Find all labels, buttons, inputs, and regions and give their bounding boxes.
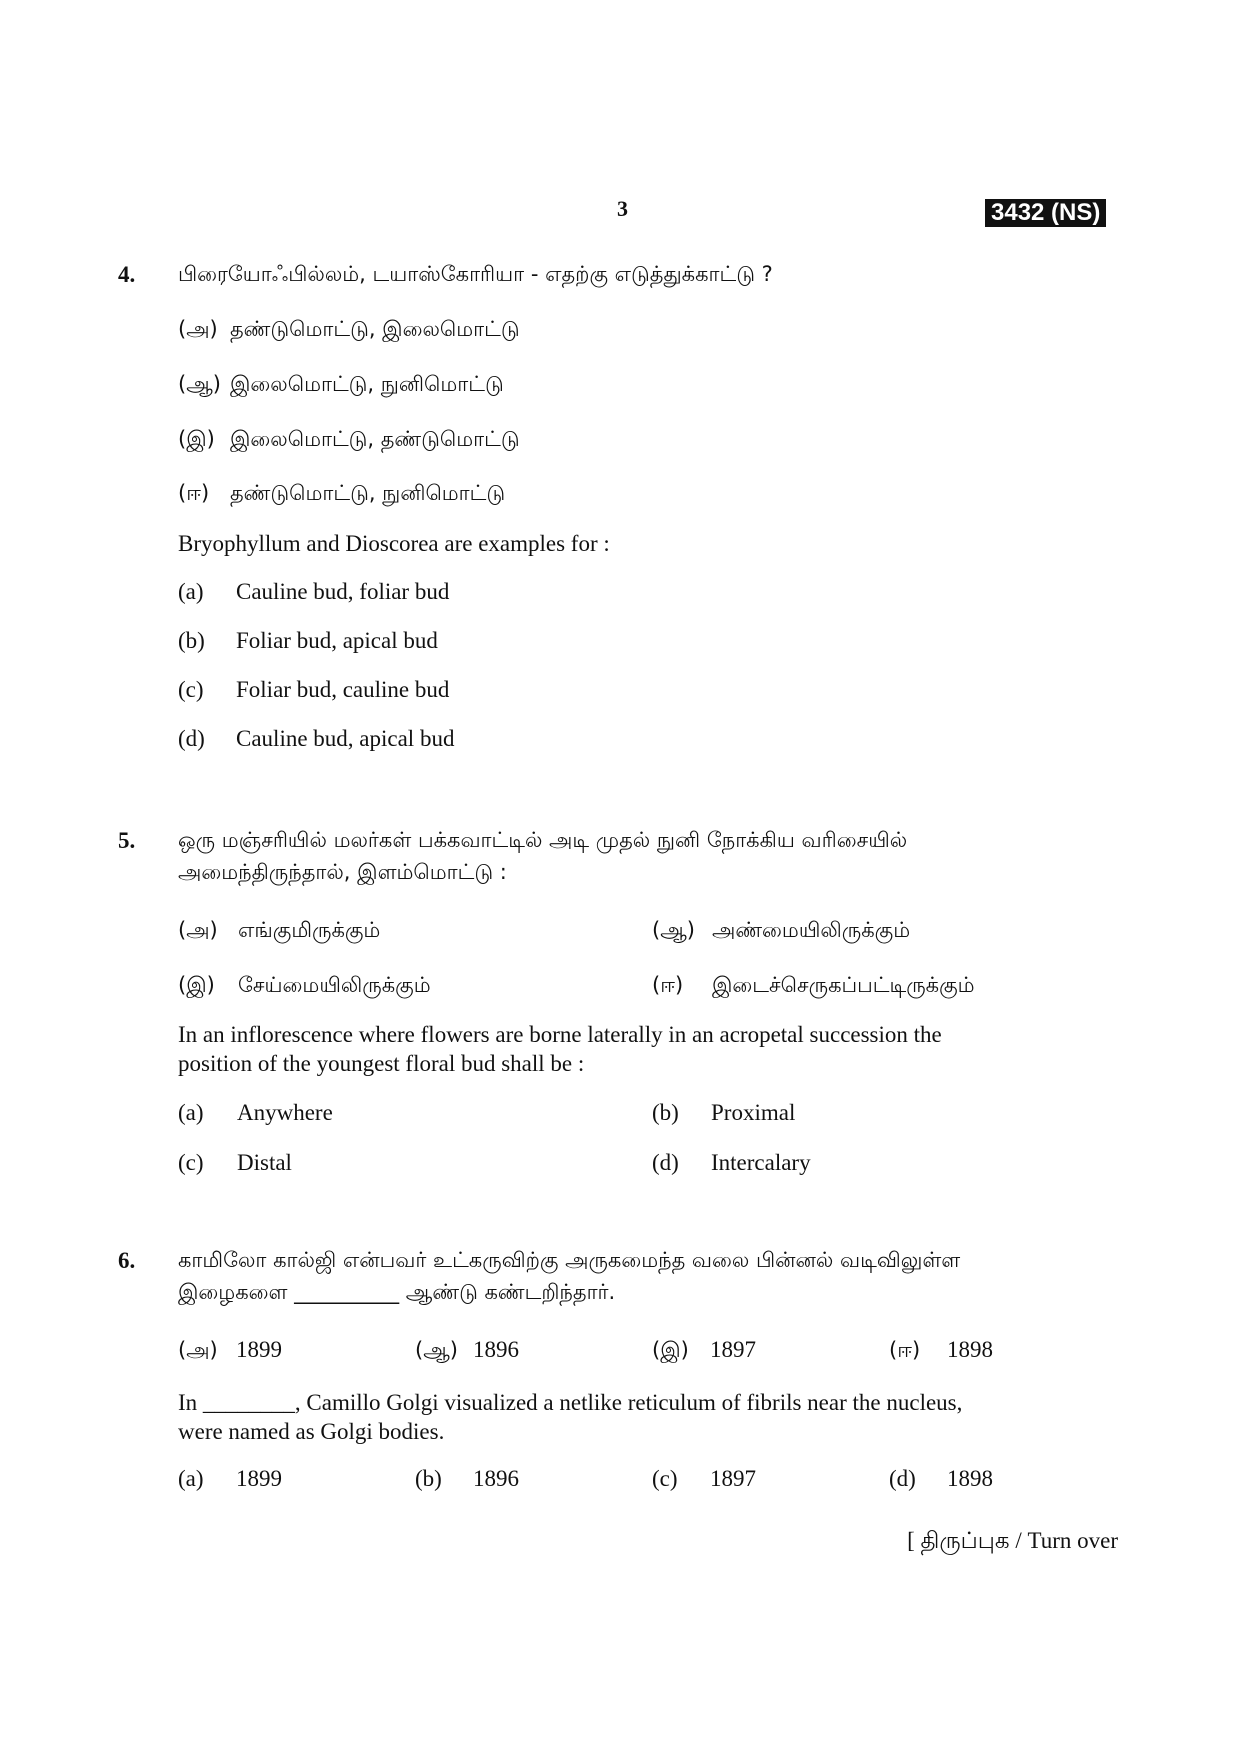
q5-english-option-d: [652, 1150, 811, 1176]
option-text: 1896: [473, 1466, 519, 1491]
q6-tamil-option-a: [178, 1337, 282, 1365]
option-label: (c): [652, 1466, 678, 1491]
option-text: Proximal: [711, 1100, 796, 1125]
q4-tamil-option-b: [178, 372, 504, 399]
q6-tamil-option-d: [889, 1337, 993, 1365]
option-text: எங்குமிருக்கும்: [238, 918, 381, 942]
option-label: (c): [178, 1150, 204, 1175]
q5-tamil-option-b: [652, 918, 910, 945]
option-label: (அ): [178, 918, 218, 942]
paper-code: 3432 (NS): [985, 199, 1106, 227]
option-label: (இ): [178, 427, 215, 451]
q6-english-option-c: [652, 1466, 756, 1492]
q4-tamil-option-a: [178, 317, 520, 344]
question-5-number: 5.: [118, 828, 136, 853]
option-text: தண்டுமொட்டு, இலைமொட்டு: [230, 317, 520, 341]
turn-over-note: [ திருப்புக / Turn over: [907, 1528, 1118, 1553]
q5-english-option-a: [178, 1100, 333, 1126]
option-text: இடைச்செருகப்பட்டிருக்கும்: [712, 973, 975, 997]
q4-tamil-option-c: [178, 427, 520, 454]
option-label: (d): [889, 1466, 916, 1491]
question-6-tamil-line2: இழைகளை __________ ஆண்டு கண்டறிந்தார்.: [178, 1280, 616, 1304]
question-6-english-line1: In ________, Camillo Golgi visualized a netlike reticulum of fibrils near the nucleus,: [178, 1390, 963, 1415]
q4-tamil-option-d: [178, 481, 505, 508]
option-text: இலைமொட்டு, நுனிமொட்டு: [230, 372, 504, 396]
option-text: சேய்மையிலிருக்கும்: [238, 973, 431, 997]
q5-tamil-option-d: [652, 973, 975, 1000]
option-text: 1898: [947, 1466, 993, 1491]
q6-english-option-a: [178, 1466, 282, 1492]
option-text: 1897: [710, 1466, 756, 1491]
question-4-english: Bryophyllum and Dioscorea are examples for :: [178, 531, 610, 556]
q6-tamil-option-c: [652, 1337, 756, 1365]
option-label: (அ): [178, 317, 218, 341]
option-text: Cauline bud, apical bud: [236, 726, 455, 751]
q5-english-option-c: [178, 1150, 292, 1176]
question-4-tamil: பிரையோஃபில்லம், டயாஸ்கோரியா - எதற்கு எடுத்துக்காட்டு ?: [178, 262, 773, 286]
option-label: (அ): [178, 1338, 218, 1362]
option-text: Distal: [237, 1150, 292, 1175]
option-text: 1896: [473, 1337, 519, 1362]
question-5-tamil-line1: ஒரு மஞ்சரியில் மலர்கள் பக்கவாட்டில் அடி முதல் நுனி நோக்கிய வரிசையில்: [178, 828, 908, 852]
option-label: (ஈ): [652, 973, 684, 997]
option-label: (ஈ): [889, 1338, 921, 1362]
option-label: (a): [178, 1466, 204, 1491]
question-4-number: 4.: [118, 262, 136, 287]
q5-english-option-b: [652, 1100, 795, 1126]
question-6-english-line2: were named as Golgi bodies.: [178, 1419, 445, 1444]
option-text: அண்மையிலிருக்கும்: [712, 918, 911, 942]
question-5-english-line2: position of the youngest floral bud shall be :: [178, 1051, 585, 1076]
page-number: 3: [617, 196, 628, 221]
option-label: (c): [178, 677, 204, 702]
option-text: 1898: [947, 1337, 993, 1362]
option-text: Intercalary: [711, 1150, 811, 1175]
option-label: (d): [178, 726, 205, 751]
option-text: Foliar bud, apical bud: [236, 628, 438, 653]
option-label: (ஈ): [178, 481, 210, 505]
option-label: (இ): [178, 973, 215, 997]
q6-english-option-b: [415, 1466, 519, 1492]
q5-tamil-option-c: [178, 973, 431, 1000]
q4-english-option-a: [178, 579, 449, 605]
q6-tamil-option-b: [415, 1337, 519, 1365]
q4-english-option-d: [178, 726, 454, 752]
option-label: (ஆ): [178, 372, 221, 396]
option-label: (இ): [652, 1338, 689, 1362]
option-text: 1899: [236, 1337, 282, 1362]
option-text: 1897: [710, 1337, 756, 1362]
option-text: Foliar bud, cauline bud: [236, 677, 450, 702]
option-text: தண்டுமொட்டு, நுனிமொட்டு: [230, 481, 506, 505]
option-label: (ஆ): [652, 918, 695, 942]
option-label: (b): [415, 1466, 442, 1491]
option-label: (a): [178, 579, 204, 604]
q5-tamil-option-a: [178, 918, 380, 945]
question-5-tamil-line2: அமைந்திருந்தால், இளம்மொட்டு :: [178, 860, 507, 884]
option-label: (b): [652, 1100, 679, 1125]
option-text: Anywhere: [237, 1100, 333, 1125]
q6-english-option-d: [889, 1466, 993, 1492]
question-6-tamil-line1: காமிலோ கால்ஜி என்பவர் உட்கருவிற்கு அருகமைந்த வலை பின்னல் வடிவிலுள்ள: [178, 1248, 961, 1272]
option-label: (b): [178, 628, 205, 653]
option-label: (d): [652, 1150, 679, 1175]
option-label: (ஆ): [415, 1338, 458, 1362]
q4-english-option-c: [178, 677, 449, 703]
option-text: 1899: [236, 1466, 282, 1491]
option-text: இலைமொட்டு, தண்டுமொட்டு: [230, 427, 520, 451]
option-label: (a): [178, 1100, 204, 1125]
question-5-english-line1: In an inflorescence where flowers are borne laterally in an acropetal succession the: [178, 1022, 942, 1047]
option-text: Cauline bud, foliar bud: [236, 579, 450, 604]
question-6-number: 6.: [118, 1248, 136, 1273]
q4-english-option-b: [178, 628, 438, 654]
